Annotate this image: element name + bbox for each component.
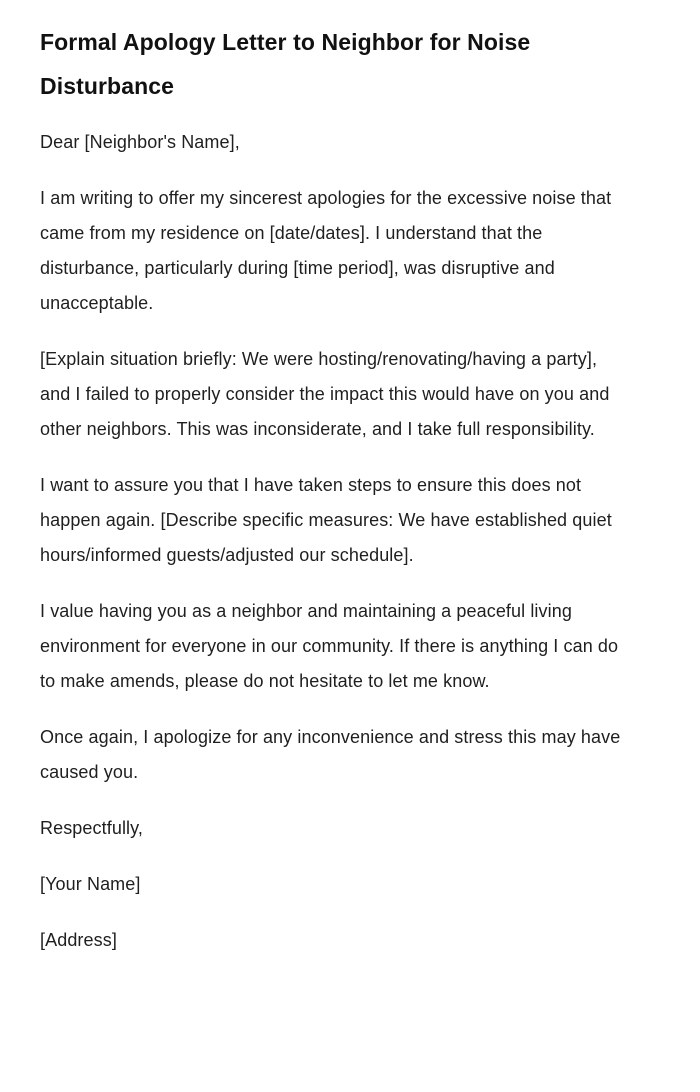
signature-address: [Address] [40,930,117,950]
letter-paragraph-2: [Explain situation briefly: We were hosting/renovating/having a party], and I failed to properly consider the impact this would have on you and other neighbors. This was inconsiderate, and I take full responsibility. [40,349,610,439]
signature-name: [Your Name] [40,874,141,894]
letter-closing: Respectfully, [40,818,144,838]
letter-paragraph-3: I want to assure you that I have taken steps to ensure this does not happen again. [Describe specific measures: We have established quiet hours/informed guests/adjusted our schedule]. [40,475,612,565]
letter-paragraph-5: Once again, I apologize for any inconvenience and stress this may have caused you. [40,727,621,782]
page-title: Formal Apology Letter to Neighbor for Noise Disturbance [40,29,531,99]
letter-greeting: Dear [Neighbor's Name], [40,132,240,152]
letter-paragraph-4: I value having you as a neighbor and maintaining a peaceful living environment for everyone in our community. If there is anything I can do to make amends, please do not hesitate to let me know. [40,601,619,691]
letter-paragraph-1: I am writing to offer my sincerest apologies for the excessive noise that came from my residence on [date/dates]. I understand that the disturbance, particularly during [time period], was disruptive and unacceptable. [40,188,612,313]
